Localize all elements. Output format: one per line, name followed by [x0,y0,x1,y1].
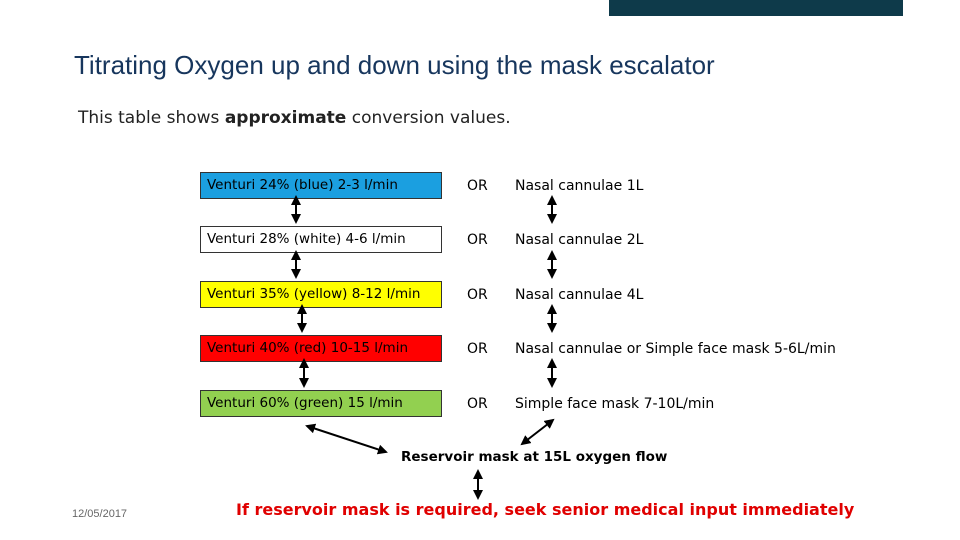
or-label-1: OR [467,178,488,194]
alternative-4: Nasal cannulae or Simple face mask 5-6L/min [515,341,836,357]
subtitle-emphasis: approximate [224,108,347,128]
alternative-5: Simple face mask 7-10L/min [515,396,715,412]
slide-date: 12/05/2017 [72,508,128,520]
or-label-5: OR [467,396,488,412]
subtitle-suffix: conversion values. [346,108,511,128]
venturi-28-box: Venturi 28% (white) 4-6 l/min [200,226,442,253]
or-label-4: OR [467,341,488,357]
alternative-2: Nasal cannulae 2L [515,232,644,248]
or-label-3: OR [467,287,488,303]
alternative-3: Nasal cannulae 4L [515,287,644,303]
venturi-24-box: Venturi 24% (blue) 2-3 l/min [200,172,442,199]
diagonal-arrow-icon [307,426,386,452]
subtitle-prefix: This table shows [78,108,225,128]
alternative-1: Nasal cannulae 1L [515,178,644,194]
reservoir-mask-label: Reservoir mask at 15L oxygen flow [401,449,668,465]
or-label-2: OR [467,232,488,248]
venturi-35-box: Venturi 35% (yellow) 8-12 l/min [200,281,442,308]
slide-title: Titrating Oxygen up and down using the mask escalator [74,50,715,80]
diagonal-arrow-icon [522,420,553,444]
venturi-60-box: Venturi 60% (green) 15 l/min [200,390,442,417]
warning-message: If reservoir mask is required, seek senior medical input immediately [236,500,855,519]
venturi-40-box: Venturi 40% (red) 10-15 l/min [200,335,442,362]
